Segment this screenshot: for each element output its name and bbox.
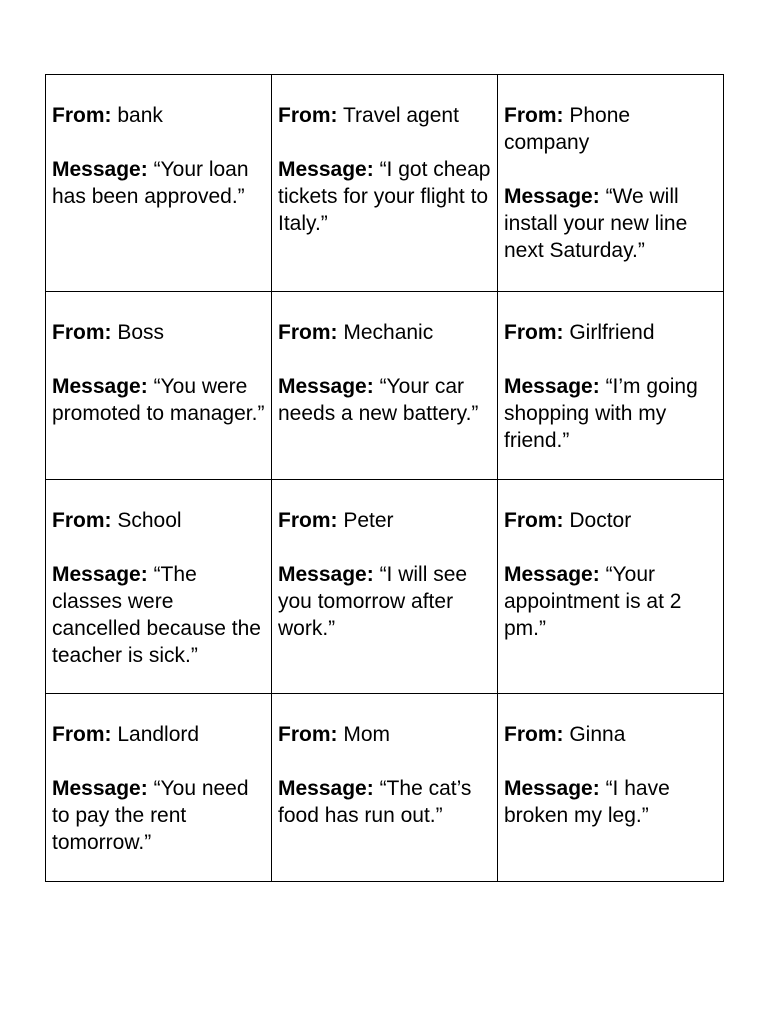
message-label: Message: xyxy=(504,777,600,800)
message-text: “Your car needs a new battery.” xyxy=(278,375,479,425)
message-line xyxy=(278,156,491,237)
from-label: From: xyxy=(52,104,112,127)
message-card xyxy=(272,75,498,292)
sender: Phone company xyxy=(504,104,631,154)
message-text: “Your appointment is at 2 pm.” xyxy=(504,563,682,640)
message-label: Message: xyxy=(278,158,374,181)
from-label: From: xyxy=(278,509,338,532)
message-text: “I have broken my leg.” xyxy=(504,777,670,827)
sender: Girlfriend xyxy=(569,321,655,344)
from-label: From: xyxy=(278,321,338,344)
message-line xyxy=(504,775,717,829)
message-label: Message: xyxy=(52,777,148,800)
from-line xyxy=(278,102,491,129)
message-text: “You need to pay the rent tomorrow.” xyxy=(52,777,249,854)
from-line xyxy=(504,721,717,748)
message-card xyxy=(498,694,724,882)
message-line xyxy=(504,183,717,264)
message-label: Message: xyxy=(504,375,600,398)
message-text: “I got cheap tickets for your flight to Italy.” xyxy=(278,158,491,235)
message-card xyxy=(46,694,272,882)
message-line xyxy=(52,561,265,669)
message-text: “I will see you tomorrow after work.” xyxy=(278,563,468,640)
from-label: From: xyxy=(278,723,338,746)
from-label: From: xyxy=(504,104,564,127)
message-label: Message: xyxy=(52,563,148,586)
message-card xyxy=(272,480,498,694)
from-line xyxy=(504,319,717,346)
message-card xyxy=(46,75,272,292)
message-text: “The classes were cancelled because the teacher is sick.” xyxy=(52,563,261,667)
message-text: “I’m going shopping with my friend.” xyxy=(504,375,698,452)
message-line xyxy=(504,373,717,454)
from-line xyxy=(504,507,717,534)
message-line xyxy=(52,156,265,210)
message-text: “We will install your new line next Saturday.” xyxy=(504,185,688,262)
from-line xyxy=(504,102,717,156)
from-label: From: xyxy=(52,321,112,344)
message-label: Message: xyxy=(52,158,148,181)
from-line xyxy=(278,507,491,534)
message-label: Message: xyxy=(52,375,148,398)
message-label: Message: xyxy=(278,563,374,586)
message-card xyxy=(498,480,724,694)
message-line xyxy=(52,373,265,427)
from-line xyxy=(278,319,491,346)
table-row xyxy=(46,694,724,882)
message-text: “The cat’s food has run out.” xyxy=(278,777,472,827)
sender: Mechanic xyxy=(343,321,434,344)
from-line xyxy=(278,721,491,748)
from-label: From: xyxy=(504,723,564,746)
from-label: From: xyxy=(278,104,338,127)
message-line xyxy=(504,561,717,642)
from-label: From: xyxy=(52,509,112,532)
message-label: Message: xyxy=(504,563,600,586)
message-card xyxy=(498,75,724,292)
sender: Doctor xyxy=(569,509,632,532)
message-text: “You were promoted to manager.” xyxy=(52,375,265,425)
message-cards-table xyxy=(45,74,724,882)
message-card xyxy=(46,480,272,694)
table-row xyxy=(46,480,724,694)
message-line xyxy=(278,561,491,642)
message-line xyxy=(278,775,491,829)
from-label: From: xyxy=(52,723,112,746)
message-line xyxy=(52,775,265,856)
sender: Mom xyxy=(343,723,391,746)
message-label: Message: xyxy=(278,375,374,398)
sender: Peter xyxy=(343,509,394,532)
message-label: Message: xyxy=(278,777,374,800)
from-line xyxy=(52,721,265,748)
message-line xyxy=(278,373,491,427)
from-label: From: xyxy=(504,509,564,532)
sender: Landlord xyxy=(117,723,200,746)
from-line xyxy=(52,319,265,346)
message-text: “Your loan has been approved.” xyxy=(52,158,249,208)
sender: School xyxy=(117,509,182,532)
message-card xyxy=(46,292,272,480)
sender: Travel agent xyxy=(342,104,459,127)
table-row xyxy=(46,75,724,292)
message-card xyxy=(272,292,498,480)
from-label: From: xyxy=(504,321,564,344)
message-card xyxy=(498,292,724,480)
sender: bank xyxy=(117,104,163,127)
message-card xyxy=(272,694,498,882)
message-label: Message: xyxy=(504,185,600,208)
sender: Ginna xyxy=(569,723,626,746)
table-row xyxy=(46,292,724,480)
from-line xyxy=(52,507,265,534)
from-line xyxy=(52,102,265,129)
sender: Boss xyxy=(117,321,165,344)
